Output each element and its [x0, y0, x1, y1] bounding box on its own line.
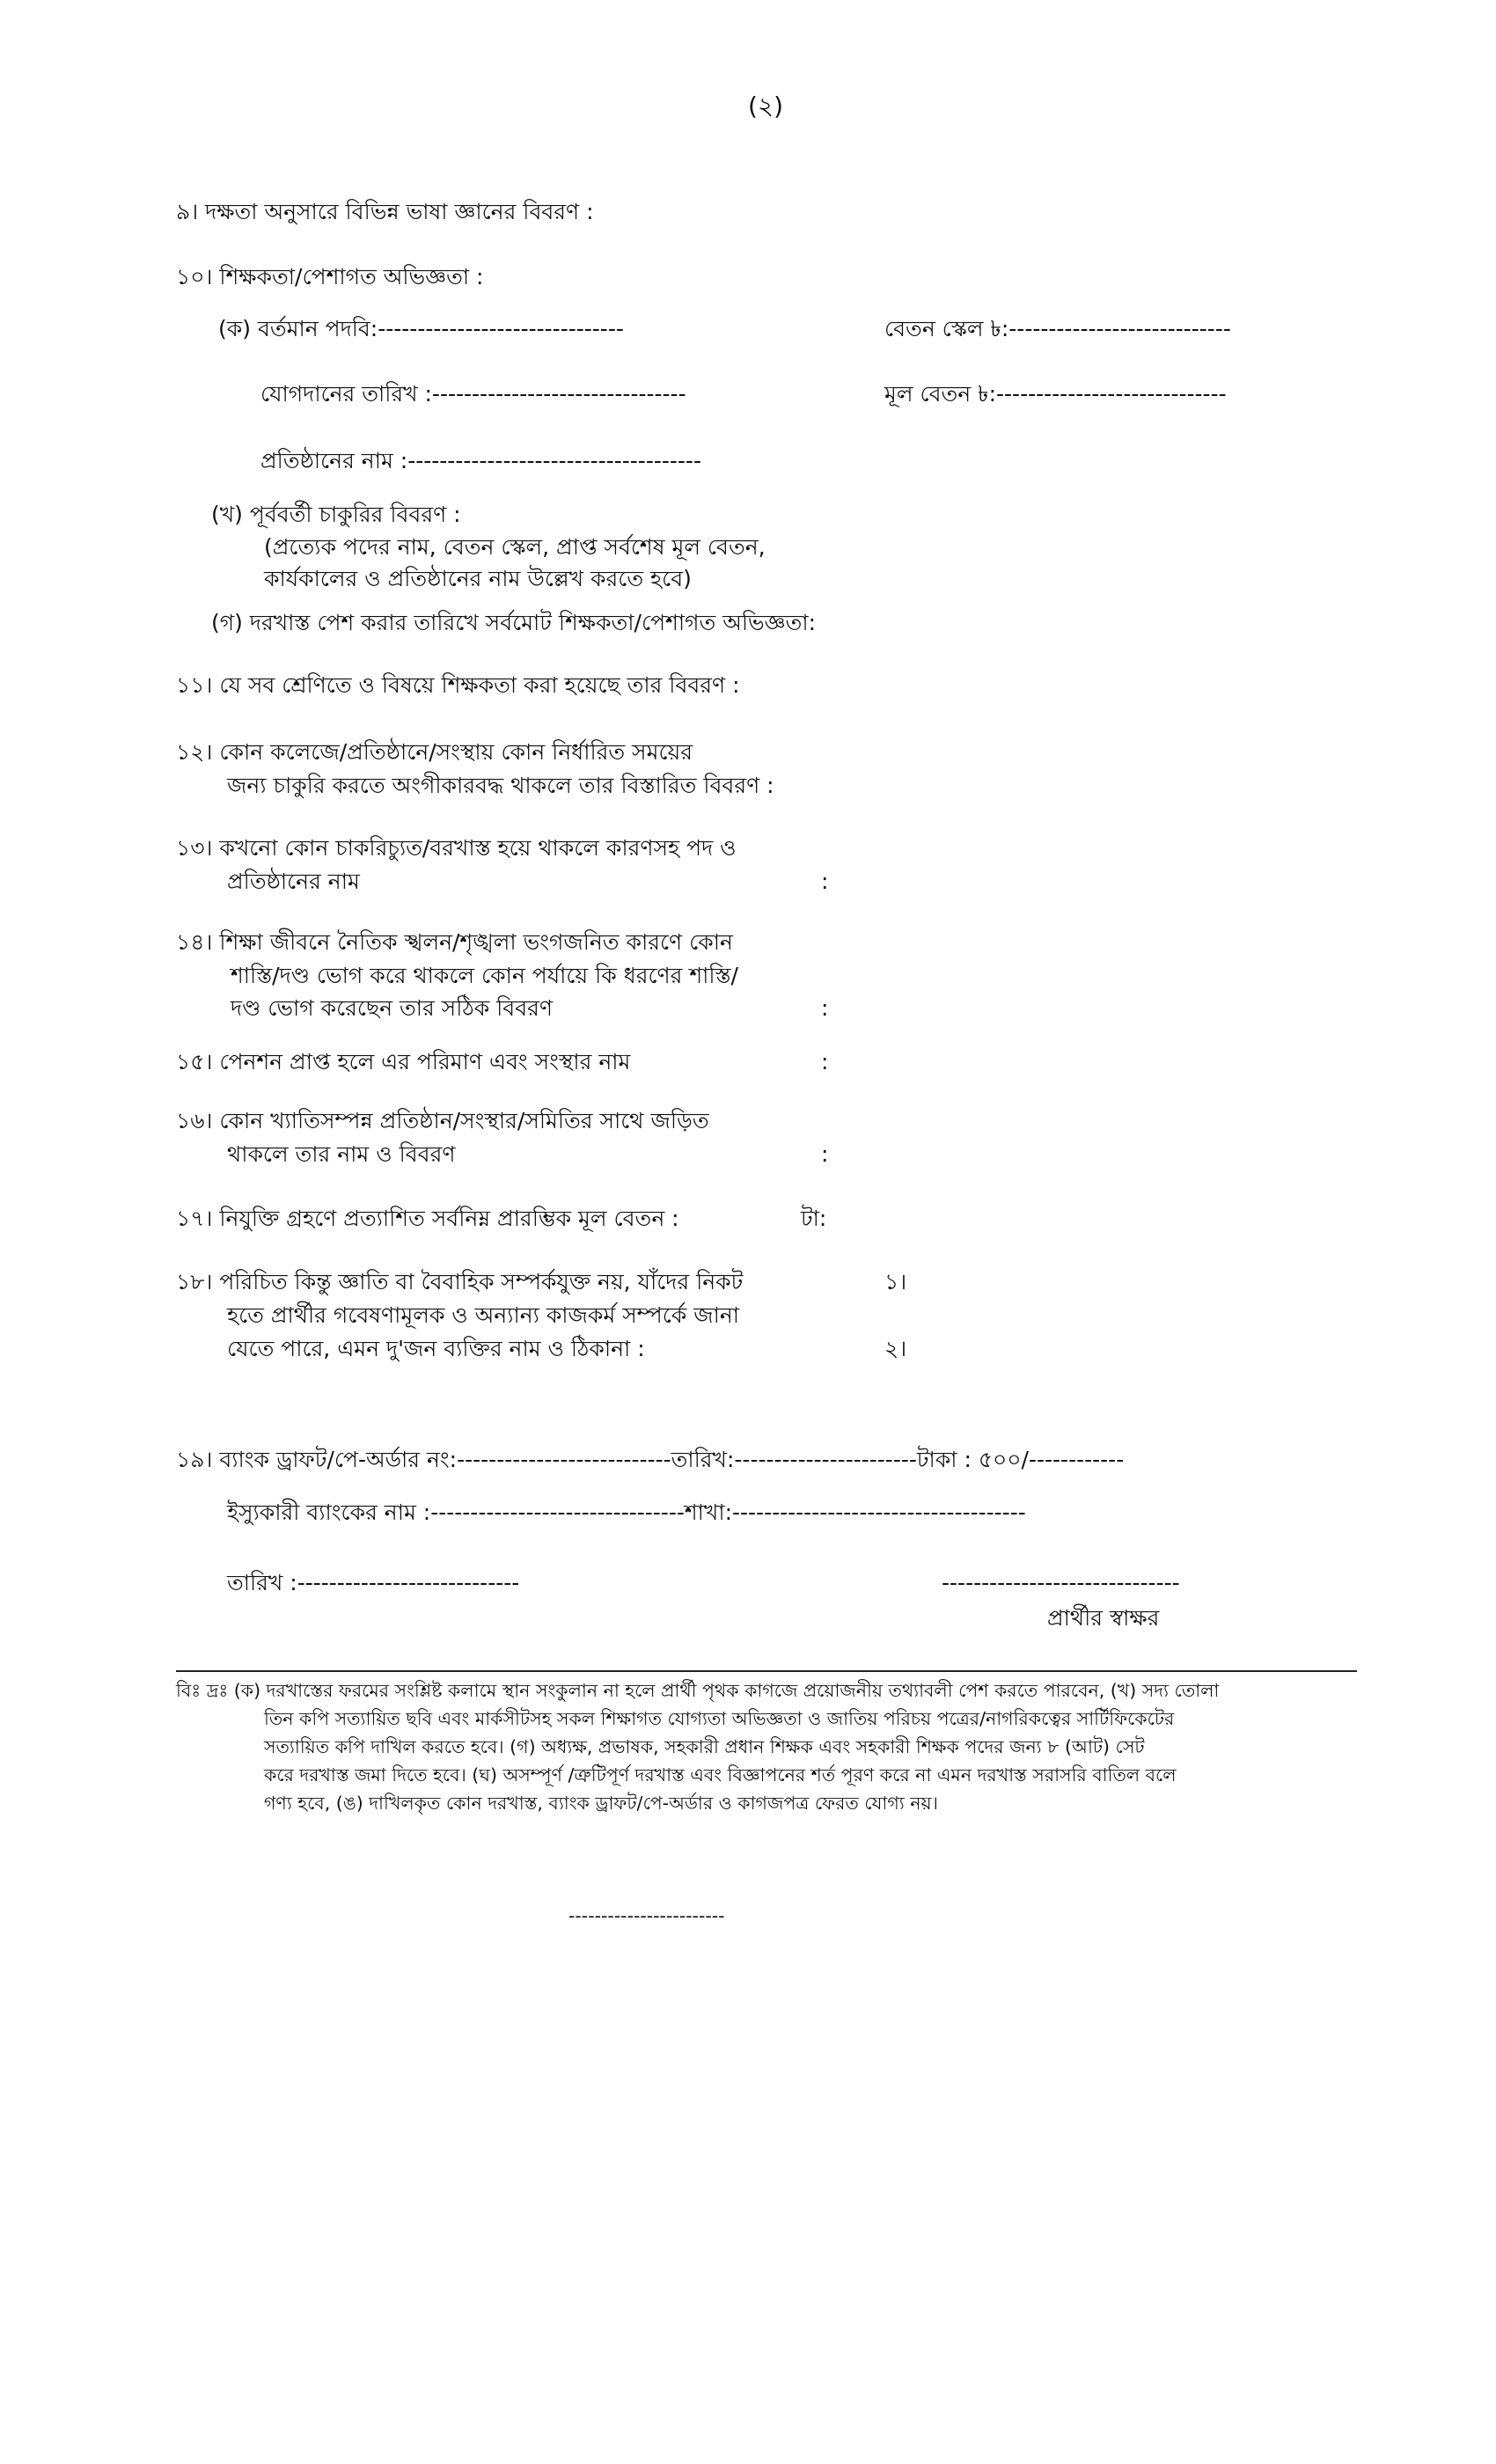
item-18-line-3: যেতে পারে, এমন দু'জন ব্যক্তির নাম ও ঠিকানা :: [227, 1336, 645, 1361]
item-14-line-1: ১৪। শিক্ষা জীবনে নৈতিক স্খলন/শৃঙ্খলা ভংগজনিত কারণে কোন: [176, 929, 733, 955]
item-16-colon: :: [821, 1141, 829, 1167]
item-17-taka: টা:: [801, 1206, 827, 1231]
previous-job-instruction-1: (প্রত্যেক পদের নাম, বেতন স্কেল, প্রাপ্ত সর্বশেষ মূল বেতন,: [264, 534, 766, 560]
referee-2: ২।: [884, 1336, 907, 1361]
item-16-line-2: থাকলে তার নাম ও বিবরণ: [227, 1141, 456, 1167]
note-line-2: তিন কপি সত্যায়িত ছবি এবং মার্কসীটসহ সকল শিক্ষাগত যোগ্যতা অভিজ্ঞতা ও জাতিয় পরিচয় পত্রের/নাগরিকত্বের সার্টিফিকেটের: [264, 1708, 1175, 1729]
item-9-language-skills: ৯। দক্ষতা অনুসারে বিভিন্ন ভাষা জ্ঞানের বিবরণ :: [176, 199, 594, 224]
pay-scale-field: বেতন স্কেল ৳:----------------------------: [884, 316, 1231, 341]
item-13-line-1: ১৩। কখনো কোন চাকরিচ্যুত/বরখাস্ত হয়ে থাকলে কারণসহ পদ ও: [176, 835, 737, 861]
note-line-3: সত্যায়িত কপি দাখিল করতে হবে। (গ) অধ্যক্ষ, প্রভাষক, সহকারী প্রধান শিক্ষক এবং সহকারী শিক্ষক পদের জন্য ৮ (আট) সেট: [264, 1736, 1145, 1757]
signature-line: ------------------------------: [942, 1570, 1180, 1595]
item-16-line-1: ১৬। কোন খ্যাতিসম্পন্ন প্রতিষ্ঠান/সংস্থার/সমিতির সাথে জড়িত: [176, 1108, 709, 1133]
item-17-expected-salary: ১৭। নিযুক্তি গ্রহণে প্রত্যাশিত সর্বনিম্ন প্রারম্ভিক মূল বেতন :: [176, 1206, 679, 1231]
item-14-line-3: দণ্ড ভোগ করেছেন তার সঠিক বিবরণ: [231, 995, 554, 1021]
item-11-classes-taught: ১১। যে সব শ্রেণিতে ও বিষয়ে শিক্ষকতা করা হয়েছে তার বিবরণ :: [176, 672, 740, 698]
item-15-pension: ১৫। পেনশন প্রাপ্ত হলে এর পরিমাণ এবং সংস্থার নাম: [176, 1049, 631, 1074]
item-12-line-1: ১২। কোন কলেজে/প্রতিষ্ঠানে/সংস্থায় কোন নির্ধারিত সময়ের: [176, 739, 693, 765]
item-10-experience: ১০। শিক্ষকতা/পেশাগত অভিজ্ঞতা :: [176, 264, 484, 290]
item-15-colon: :: [821, 1049, 829, 1074]
item-19-bank-draft: ১৯। ব্যাংক ড্রাফট/পে-অর্ডার নং:---------------------------তারিখ:-----------------------টাকা : ৫০০/------------: [176, 1447, 1125, 1472]
item-12-line-2: জন্য চাকুরি করতে অংগীকারবদ্ধ থাকলে তার বিস্তারিত বিবরণ :: [227, 773, 774, 798]
total-experience-field: (গ) দরখাস্ত পেশ করার তারিখে সর্বমোট শিক্ষকতা/পেশাগত অভিজ্ঞতা:: [211, 610, 817, 635]
referee-1: ১।: [884, 1269, 907, 1294]
note-divider: [176, 1670, 1357, 1672]
basic-pay-field: মূল বেতন ৳:-----------------------------: [884, 381, 1227, 407]
item-13-line-2: প্রতিষ্ঠানের নাম: [227, 869, 360, 894]
issuing-bank-field: ইস্যুকারী ব্যাংকের নাম :--------------------------------শাখা:-------------------------------------: [227, 1500, 1026, 1525]
joining-date-field: যোগদানের তারিখ :--------------------------------: [260, 381, 686, 407]
item-13-colon: :: [821, 869, 829, 894]
page-number: (২): [748, 92, 784, 121]
current-post-field: (ক) বর্তমান পদবি:-------------------------------: [218, 316, 624, 341]
previous-job-instruction-2: কার্যকালের ও প্রতিষ্ঠানের নাম উল্লেখ করতে হবে): [264, 566, 692, 591]
item-14-colon: :: [821, 995, 829, 1021]
note-line-5: গণ্য হবে, (ঙ) দাখিলকৃত কোন দরখাস্ত, ব্যাংক ড্রাফট/পে-অর্ডার ও কাগজপত্র ফেরত যোগ্য নয়।: [264, 1793, 938, 1814]
end-dashes: ------------------------: [568, 1905, 725, 1926]
note-line-4: করে দরখাস্ত জমা দিতে হবে। (ঘ) অসম্পূর্ণ /ত্রুটিপূর্ণ দরখাস্ত এবং বিজ্ঞাপনের শর্ত পূরণ করে না এমন দরখাস্ত সরাসরি বাতিল বলে: [264, 1764, 1177, 1786]
item-18-line-1: ১৮। পরিচিত কিন্তু জ্ঞাতি বা বৈবাহিক সম্পর্কযুক্ত নয়, যাঁদের নিকট: [176, 1269, 744, 1294]
note-line-1: বিঃ দ্রঃ (ক) দরখাস্তের ফরমের সংশ্লিষ্ট কলামে স্থান সংকুলান না হলে প্রার্থী পৃথক কাগজে প্রয়োজনীয় তথ্যাবলী পেশ করতে পারবেন, (খ) সদ্য তোলা: [176, 1680, 1220, 1701]
signature-label: প্রার্থীর স্বাক্ষর: [1047, 1605, 1160, 1631]
item-18-line-2: হতে প্রার্থীর গবেষণামূলক ও অন্যান্য কাজকর্ম সম্পর্কে জানা: [227, 1302, 739, 1328]
date-field: তারিখ :----------------------------: [227, 1570, 520, 1595]
previous-job-heading: (খ) পূর্ববর্তী চাকুরির বিবরণ :: [211, 502, 461, 527]
institution-name-field: প্রতিষ্ঠানের নাম :-------------------------------------: [260, 448, 701, 473]
item-14-line-2: শাস্তি/দণ্ড ভোগ করে থাকলে কোন পর্যায়ে কি ধরণের শাস্তি/: [231, 963, 738, 988]
